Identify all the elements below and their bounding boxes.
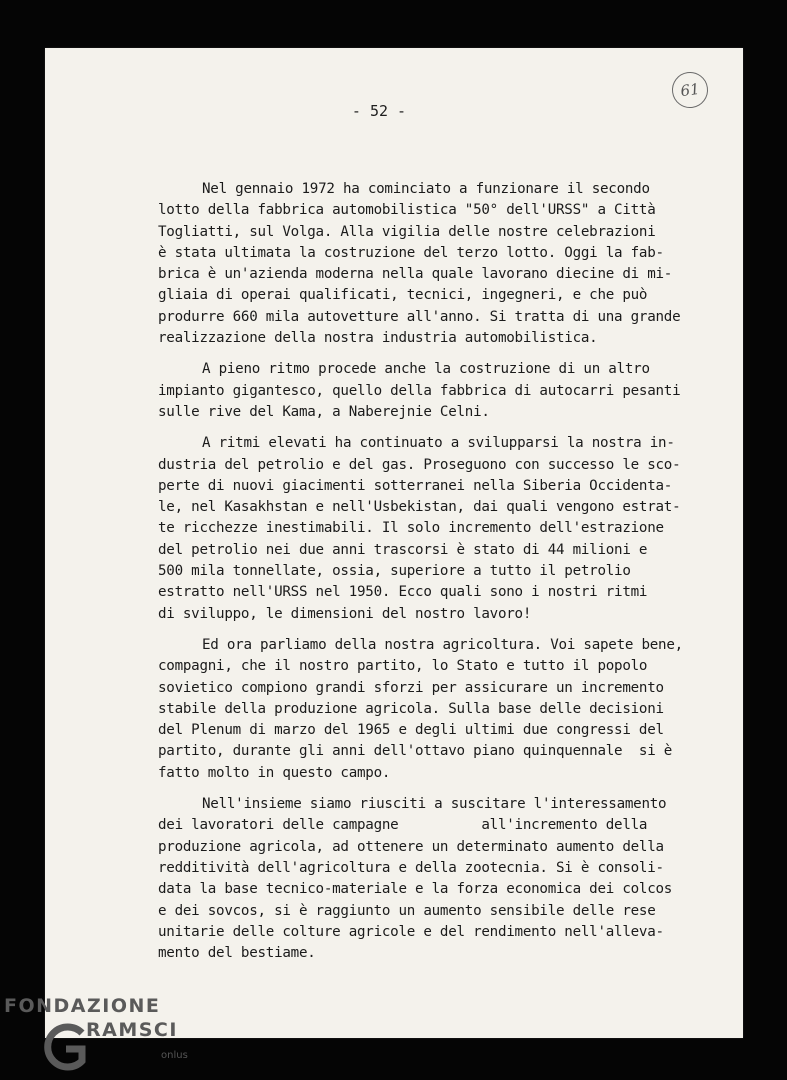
text-line: partito, durante gli anni dell'ottavo piano quinquennale si è: [158, 743, 673, 760]
text-line: produzione agricola, ad ottenere un determinato aumento della: [158, 838, 664, 855]
text-line: Nell'insieme siamo riusciti a suscitare l'interessamento: [202, 796, 667, 813]
text-line: sulle rive del Kama, a Naberejnie Celni.: [158, 403, 490, 420]
text-line: e dei sovcos, si è raggiunto un aumento sensibile delle rese: [158, 902, 656, 919]
text-line: perte di nuovi giacimenti sotterranei nella Siberia Occidenta-: [158, 477, 673, 494]
text-line: è stata ultimata la costruzione del terzo lotto. Oggi la fab-: [158, 244, 664, 261]
text-line: mento del bestiame.: [158, 945, 316, 962]
text-line: gliaia di operai qualificati, tecnici, ingegneri, e che può: [158, 287, 648, 304]
text-line: dei lavoratori delle campagne all'incremento della: [158, 817, 648, 834]
text-line: 500 mila tonnellate, ossia, superiore a tutto il petrolio: [158, 563, 631, 580]
text-line: del petrolio nei due anni trascorsi è stato di 44 milioni e: [158, 541, 648, 558]
paragraph-agriculture: [158, 635, 703, 784]
text-line: fatto molto in questo campo.: [158, 764, 391, 781]
text-line: dustria del petrolio e del gas. Proseguono con successo le sco-: [158, 456, 681, 473]
paragraph-rural-workers: [158, 794, 703, 964]
archive-number-stamp: 61: [670, 70, 711, 111]
text-line: A pieno ritmo procede anche la costruzione di un altro: [202, 361, 650, 378]
text-line: di sviluppo, le dimensioni del nostro lavoro!: [158, 605, 532, 622]
text-line: brica è un'azienda moderna nella quale lavorano diecine di mi-: [158, 266, 673, 283]
text-line: del Plenum di marzo del 1965 e degli ultimi due congressi del: [158, 722, 664, 739]
body-text: [158, 179, 703, 974]
paragraph-oil-gas: [158, 433, 703, 625]
document-page: [45, 48, 743, 1038]
text-line: compagni, che il nostro partito, lo Stato e tutto il popolo: [158, 658, 648, 675]
text-line: le, nel Kasakhstan e nell'Usbekistan, dai quali vengono estrat-: [158, 499, 681, 516]
text-line: sovietico compiono grandi sforzi per assicurare un incremento: [158, 679, 664, 696]
text-line: unitarie delle colture agricole e del rendimento nell'alleva-: [158, 923, 664, 940]
watermark-line-2: RAMSCI: [86, 1019, 178, 1041]
fondazione-gramsci-watermark: [4, 995, 204, 1075]
text-line: produrre 660 mila autovetture all'anno. Si tratta di una grande: [158, 308, 681, 325]
paragraph-automobile-factory: [158, 179, 703, 349]
text-line: data la base tecnico-materiale e la forza economica dei colcos: [158, 881, 673, 898]
text-line: realizzazione della nostra industria automobilistica.: [158, 330, 598, 347]
text-line: Togliatti, sul Volga. Alla vigilia delle nostre celebrazioni: [158, 223, 656, 240]
gramsci-g-logo-icon: [38, 1023, 88, 1071]
text-line: A ritmi elevati ha continuato a svilupparsi la nostra in-: [202, 435, 675, 452]
text-line: te ricchezze inestimabili. Il solo incremento dell'estrazione: [158, 520, 664, 537]
text-line: Nel gennaio 1972 ha cominciato a funzionare il secondo: [202, 181, 650, 197]
text-line: redditività dell'agricoltura e della zootecnia. Si è consoli-: [158, 859, 664, 876]
text-line: impianto gigantesco, quello della fabbrica di autocarri pesanti: [158, 382, 681, 399]
page-number: - 52 -: [351, 102, 407, 120]
text-line: Ed ora parliamo della nostra agricoltura. Voi sapete bene,: [202, 636, 683, 653]
watermark-sub: onlus: [161, 1050, 188, 1061]
text-line: estratto nell'URSS nel 1950. Ecco quali sono i nostri ritmi: [158, 584, 648, 601]
text-line: lotto della fabbrica automobilistica "50° dell'URSS" a Città: [158, 202, 656, 219]
text-line: stabile della produzione agricola. Sulla base delle decisioni: [158, 700, 664, 717]
paragraph-truck-plant: [158, 359, 703, 423]
watermark-line-1: FONDAZIONE: [4, 995, 161, 1017]
